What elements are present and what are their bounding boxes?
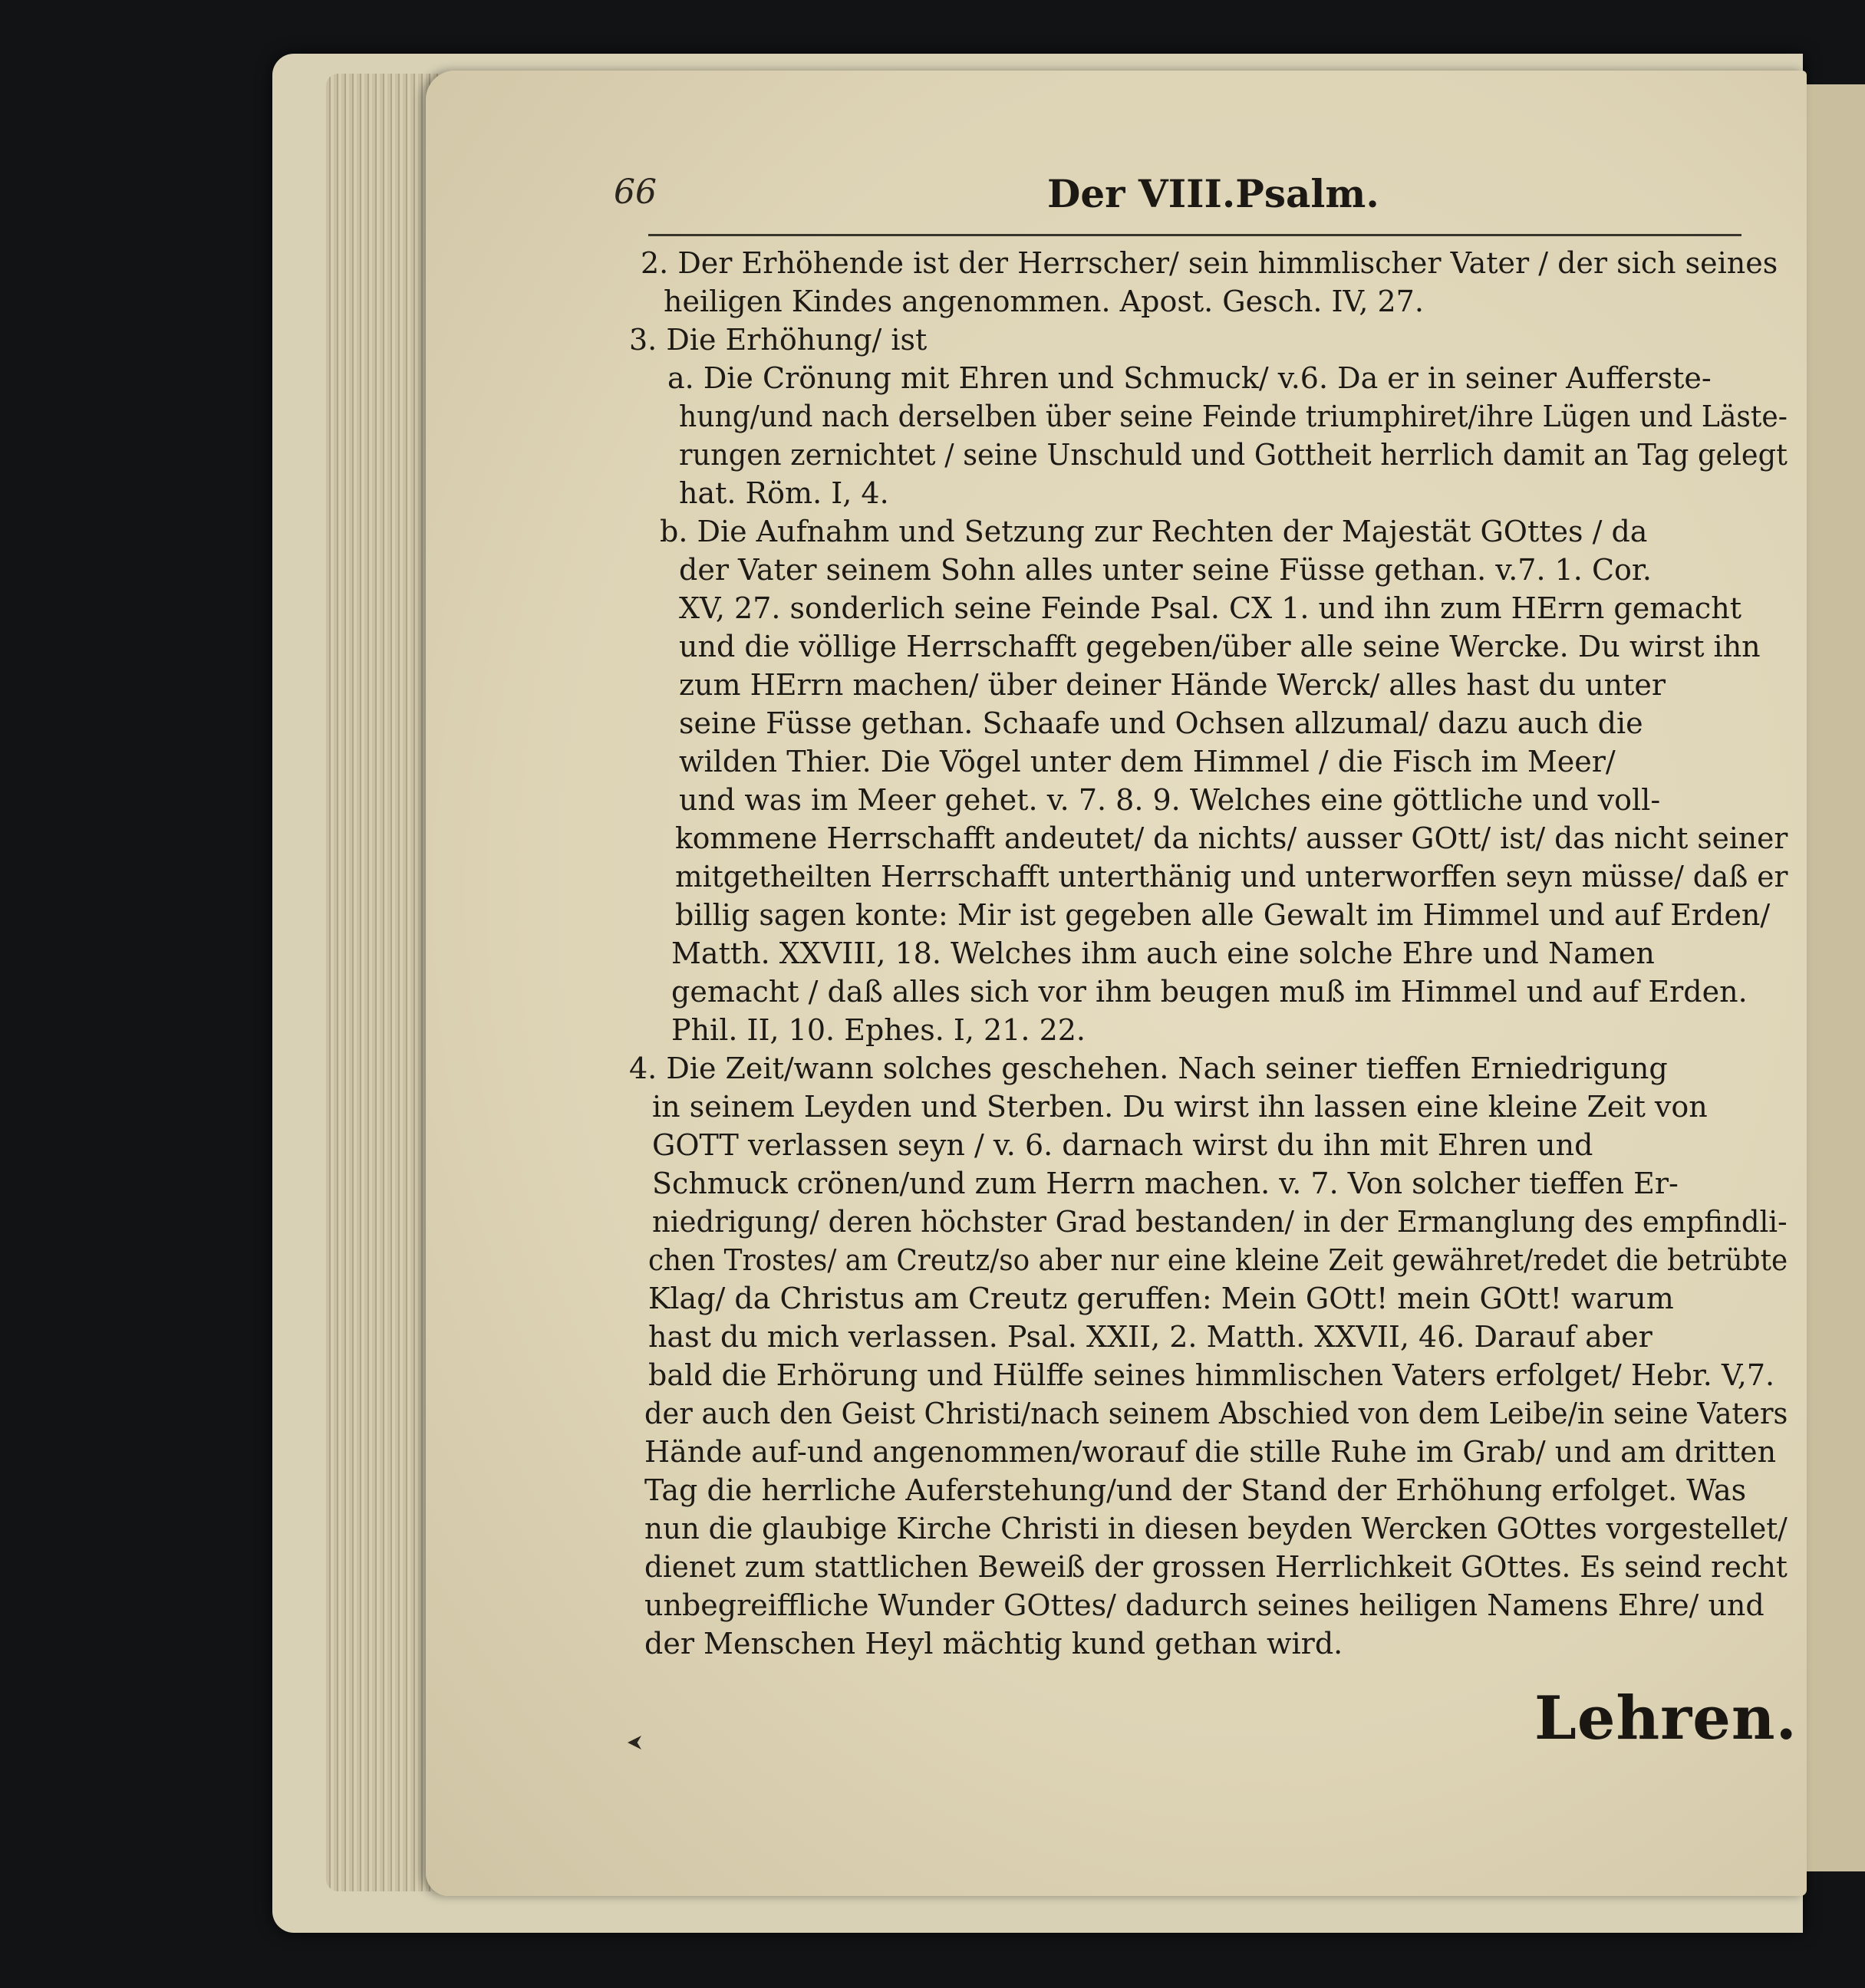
text-line: hast du mich verlassen. Psal. XXII, 2. Matth. XXVII, 46. Darauf aber	[648, 1320, 1652, 1354]
text-line: Schmuck crönen/und zum Herrn machen. v. 7. Von solcher tieffen Er-	[652, 1167, 1679, 1200]
text-line: seine Füsse gethan. Schaafe und Ochsen allzumal/ dazu auch die	[679, 706, 1643, 740]
text-line: 3. Die Erhöhung/ ist	[629, 323, 928, 357]
text-line: der Menschen Heyl mächtig kund gethan wird.	[644, 1627, 1343, 1661]
text-line: chen Trostes/ am Creutz/so aber nur eine kleine Zeit gewähret/redet die betrübte	[648, 1243, 1788, 1277]
page-edges	[326, 74, 441, 1891]
text-line: zum HErrn machen/ über deiner Hände Werck/ alles hast du unter	[679, 668, 1666, 702]
text-line: GOTT verlassen seyn / v. 6. darnach wirst du ihn mit Ehren und	[652, 1128, 1593, 1162]
text-line: unbegreiffliche Wunder GOttes/ dadurch seines heiligen Namens Ehre/ und	[644, 1588, 1765, 1622]
text-line: rungen zernichtet / seine Unschuld und Gottheit herrlich damit an Tag gelegt	[679, 438, 1788, 472]
text-line: Tag die herrliche Auferstehung/und der Stand der Erhöhung erfolget. Was	[644, 1473, 1747, 1507]
text-line: a. Die Crönung mit Ehren und Schmuck/ v.6. Da er in seiner Aufferste-	[667, 361, 1712, 395]
text-line: nun die glaubige Kirche Christi in diesen beyden Wercken GOttes vorgestellet/	[644, 1512, 1788, 1545]
text-line: wilden Thier. Die Vögel unter dem Himmel / die Fisch im Meer/	[679, 745, 1616, 778]
text-line: kommene Herrschafft andeutet/ da nichts/ ausser GOtt/ ist/ das nicht seiner	[675, 821, 1788, 855]
text-line: XV, 27. sonderlich seine Feinde Psal. CX 1. und ihn zum HErrn gemacht	[679, 591, 1741, 625]
text-line: in seinem Leyden und Sterben. Du wirst ihn lassen eine kleine Zeit von	[652, 1090, 1708, 1124]
text-line: der Vater seinem Sohn alles unter seine Füsse gethan. v.7. 1. Cor.	[679, 553, 1652, 587]
text-line: 4. Die Zeit/wann solches geschehen. Nach seiner tieffen Erniedrigung	[629, 1052, 1668, 1085]
text-line: Matth. XXVIII, 18. Welches ihm auch eine solche Ehre und Namen	[671, 936, 1655, 970]
text-line: und was im Meer gehet. v. 7. 8. 9. Welches eine göttliche und voll-	[679, 783, 1661, 817]
text-line: bald die Erhörung und Hülffe seines himmlischen Vaters erfolget/ Hebr. V,7.	[648, 1358, 1775, 1392]
header-rule	[648, 234, 1741, 236]
page-header	[614, 173, 1765, 226]
text-line: heiligen Kindes angenommen. Apost. Gesch. IV, 27.	[664, 285, 1424, 318]
text-line: niedrigung/ deren höchster Grad bestanden/ in der Ermanglung des empfindli-	[652, 1205, 1788, 1239]
catchword: Lehren.	[1534, 1684, 1797, 1753]
text-line: gemacht / daß alles sich vor ihm beugen muß im Himmel und auf Erden.	[671, 975, 1748, 1009]
text-line: dienet zum stattlichen Beweiß der grossen Herrlichkeit GOttes. Es seind recht	[644, 1550, 1788, 1584]
text-line: billig sagen konte: Mir ist gegeben alle Gewalt im Himmel und auf Erden/	[675, 898, 1771, 932]
text-line: Klag/ da Christus am Creutz geruffen: Mein GOtt! mein GOtt! warum	[648, 1282, 1674, 1315]
body-text	[614, 244, 1788, 1661]
running-title: Der VIII.Psalm.	[1047, 171, 1379, 216]
text-line: mitgetheilten Herrschafft unterthänig und unterworffen seyn müsse/ daß er	[675, 860, 1788, 894]
text-line: hung/und nach derselben über seine Feinde triumphiret/ihre Lügen und Läste-	[679, 400, 1788, 433]
text-line: Phil. II, 10. Ephes. I, 21. 22.	[671, 1013, 1086, 1047]
text-line: Hände auf-und angenommen/worauf die stille Ruhe im Grab/ und am dritten	[644, 1435, 1777, 1469]
text-line: hat. Röm. I, 4.	[679, 476, 889, 510]
text-line: der auch den Geist Christi/nach seinem Abschied von dem Leibe/in seine Vaters	[644, 1397, 1788, 1430]
text-line: 2. Der Erhöhende ist der Herrscher/ sein himmlischer Vater / der sich seines	[641, 246, 1778, 280]
text-line: und die völlige Herrschafft gegeben/über alle seine Wercke. Du wirst ihn	[679, 630, 1761, 663]
page-number: 66	[614, 173, 657, 212]
text-line: b. Die Aufnahm und Setzung zur Rechten der Majestät GOttes / da	[660, 515, 1648, 548]
